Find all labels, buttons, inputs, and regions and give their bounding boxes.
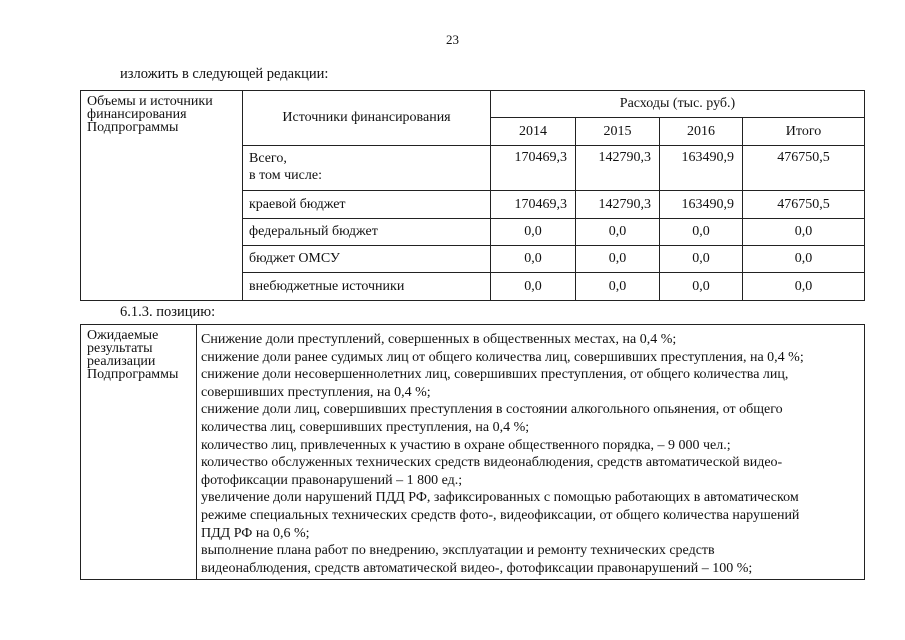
result-line: количество обслуженных технических средств видеонаблюдения, средств автоматической видео- <box>201 455 783 471</box>
source-cell: краевой бюджет <box>243 191 491 219</box>
result-line: количества лиц, совершивших преступления, на 0,4 %; <box>201 419 530 435</box>
intro-text: изложить в следующей редакции: <box>120 66 329 82</box>
value-cell: 0,0 <box>743 246 865 273</box>
value-cell: 163490,9 <box>660 146 743 191</box>
financing-table <box>80 90 865 301</box>
value-cell: 163490,9 <box>660 191 743 219</box>
value-cell: 0,0 <box>576 219 660 246</box>
section-label: 6.1.3. позицию: <box>120 304 216 320</box>
value-cell: 142790,3 <box>576 146 660 191</box>
value-cell: 142790,3 <box>576 191 660 219</box>
source-cell: Всего, в том числе: <box>243 146 491 191</box>
value-cell: 170469,3 <box>491 146 576 191</box>
result-line: снижение доли лиц, совершивших преступления в состоянии алкогольного опьянения, от общего <box>201 402 783 418</box>
page-number: 23 <box>446 32 459 47</box>
financing-label: Объемы и источники финансирования Подпрограммы <box>87 94 213 135</box>
year-header-2015: 2015 <box>576 118 660 146</box>
source-cell: федеральный бюджет <box>243 219 491 246</box>
value-cell: 0,0 <box>660 219 743 246</box>
results-content <box>197 325 865 580</box>
value-cell: 0,0 <box>576 273 660 301</box>
value-cell: 0,0 <box>660 273 743 301</box>
value-cell: 170469,3 <box>491 191 576 219</box>
result-line: снижение доли несовершеннолетних лиц, совершивших преступления, от общего количества лиц, <box>201 367 789 383</box>
result-line: увеличение доли нарушений ПДД РФ, зафиксированных с помощью работающих в автоматическом <box>201 490 799 506</box>
result-line: Снижение доли преступлений, совершенных в общественных местах, на 0,4 %; <box>201 332 677 347</box>
result-line: фотофиксации правонарушений – 1 800 ед.; <box>201 472 463 488</box>
results-label: Ожидаемые результаты реализации Подпрограммы <box>87 328 179 382</box>
result-line: режиме специальных технических средств фото-, видеофиксации, от общего количества нарушений <box>201 507 800 523</box>
source-cell: внебюджетные источники <box>243 273 491 301</box>
value-cell: 0,0 <box>660 246 743 273</box>
value-cell: 0,0 <box>491 246 576 273</box>
results-label-cell <box>81 325 197 580</box>
result-line: количество лиц, привлеченных к участию в охране общественного порядка, – 9 000 чел.; <box>201 437 731 453</box>
value-cell: 0,0 <box>743 219 865 246</box>
value-cell: 0,0 <box>491 219 576 246</box>
source-cell: бюджет ОМСУ <box>243 246 491 273</box>
value-cell: 0,0 <box>491 273 576 301</box>
result-line: выполнение плана работ по внедрению, эксплуатации и ремонту технических средств <box>201 543 715 559</box>
value-cell: 476750,5 <box>743 146 865 191</box>
total-header: Итого <box>743 118 865 146</box>
value-cell: 0,0 <box>576 246 660 273</box>
sources-header: Источники финансирования <box>243 91 491 146</box>
expenses-header: Расходы (тыс. руб.) <box>491 91 865 118</box>
result-line: совершивших преступления, на 0,4 %; <box>201 384 431 400</box>
year-header-2016: 2016 <box>660 118 743 146</box>
results-table <box>80 324 865 580</box>
financing-label-cell <box>81 91 243 301</box>
value-cell: 476750,5 <box>743 191 865 219</box>
result-line: видеонаблюдения, средств автоматической видео-, фотофиксации правонарушений – 100 %; <box>201 560 753 576</box>
value-cell: 0,0 <box>743 273 865 301</box>
year-header-2014: 2014 <box>491 118 576 146</box>
result-line: ПДД РФ на 0,6 %; <box>201 525 310 541</box>
result-line: снижение доли ранее судимых лиц от общего количества лиц, совершивших преступления, на 0,4 %; <box>201 349 804 365</box>
